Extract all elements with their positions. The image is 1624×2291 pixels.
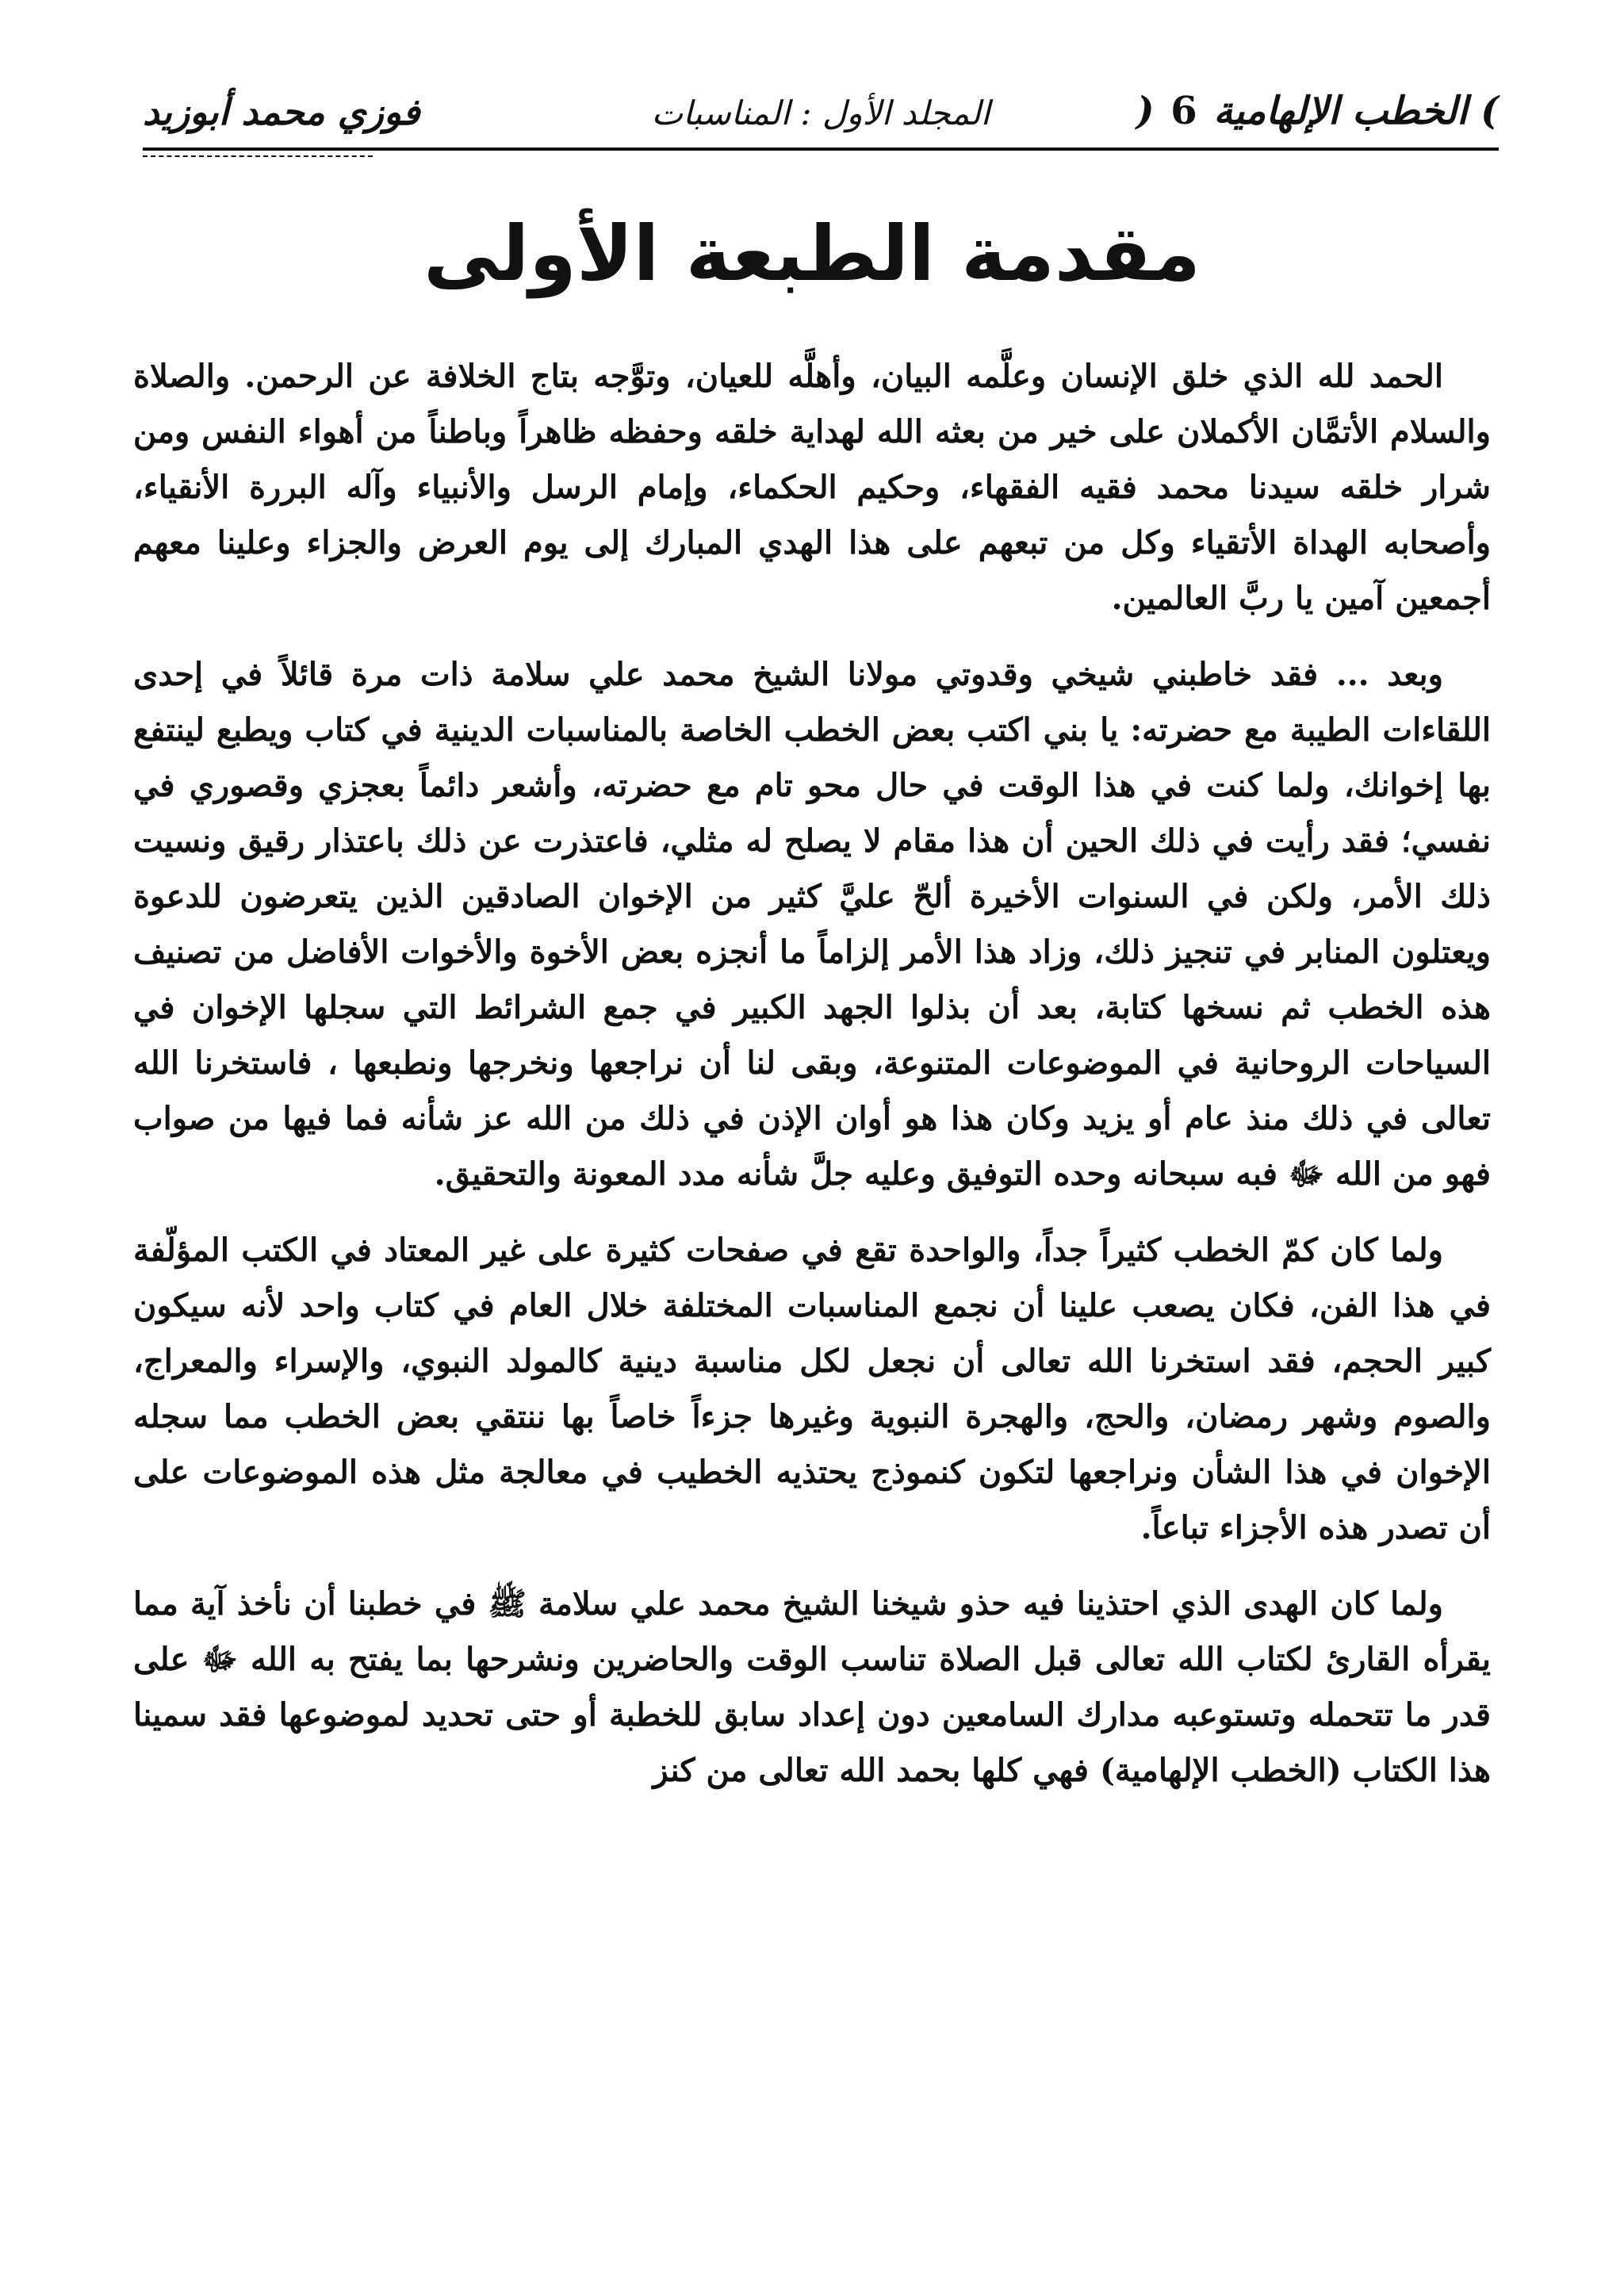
- running-header: [143, 89, 1499, 152]
- paragraph: وبعد ... فقد خاطبني شيخي وقدوتي مولانا الشيخ محمد علي سلامة ذات مرة قائلاً في إحدى اللقاءات الطيبة مع حضرته: يا بني اكتب بعض الخطب الخاصة بالمناسبات الدينية في كتاب ويطبع لينتفع بها إخوانك، ولما كنت في هذا الوقت في حال محو تام مع حضرته، وأشعر دائماً بعجزي وقصوري في نفسي؛ فقد رأيت في ذلك الحين أن هذا مقام لا يصلح له مثلي، فاعتذرت عن ذلك باعتذار رقيق ونسيت ذلك الأمر، ولكن في السنوات الأخيرة ألحّ عليَّ كثير من الإخوان الصادقين الذين يتعرضون للدعوة ويعتلون المنابر في تنجيز ذلك، وزاد هذا الأمر إلزاماً ما أنجزه بعض الأخوة والأخوات الأفاضل من تصنيف هذه الخطب ثم نسخها كتابة، بعد أن بذلوا الجهد الكبير في جمع الشرائط التي سجلها الإخوان في السياحات الروحانية في الموضوعات المتنوعة، وبقى لنا أن نراجعها ونخرجها ونطبعها ، فاستخرنا الله تعالى في ذلك منذ عام أو يزيد وكان هذا هو أوان الإذن في ذلك من الله عز شأنه فما فيها من صواب فهو من الله ﷻ فبه سبحانه وحده التوفيق وعليه جلَّ شأنه مدد المعونة والتحقيق.: [133, 656, 1491, 1193]
- header-rule: [143, 147, 1499, 151]
- page-title: مقدمة الطبعة الأولى: [423, 209, 1201, 298]
- author-name: فوزي محمد أبوزيد: [143, 90, 420, 133]
- volume-title: المجلد الأول : المناسبات: [651, 94, 990, 132]
- paragraph: الحمد لله الذي خلق الإنسان وعلَّمه البيان، وأهلَّه للعيان، وتوَّجه بتاج الخلافة عن الرحمن. والصلاة والسلام الأتمَّان الأكملان على خير من بعثه الله لهداية خلقه وحفظه ظاهراً وباطناً من أهواء النفس ومن شرار خلقه سيدنا محمد فقيه الفقهاء، وحكيم الحكماء، وإمام الرسل والأنبياء وآله البررة الأنقياء، وأصحابه الهداة الأتقياء وكل من تبعهم على هذا الهدي المبارك إلى يوم العرض والجزاء وعلينا معهم أجمعين آمين يا ربَّ العالمين.: [133, 358, 1491, 617]
- body-text: [133, 349, 1491, 1819]
- running-header-book: ) الخطب الإلهامية 6 (: [1136, 89, 1499, 133]
- paragraph: ولما كان الهدى الذي احتذينا فيه حذو شيخنا الشيخ محمد علي سلامة ﷺ في خطبنا أن نأخذ آية مما يقرأه القارئ لكتاب الله تعالى قبل الصلاة تناسب الوقت والحاضرين ونشرحها بما يفتح به الله ﷻ على قدر ما تتحمله وتستوعبه مدارك السامعين دون إعداد سابق للخطبة أو حتى تحديد لموضوعها فقد سمينا هذا الكتاب (الخطب الإلهامية) فهي كلها بحمد الله تعالى من كنز: [133, 1585, 1491, 1789]
- page-number: 6: [1170, 89, 1197, 133]
- paragraph: ولما كان كمّ الخطب كثيراً جداً، والواحدة تقع في صفحات كثيرة على غير المعتاد في الكتب المؤلّفة في هذا الفن، فكان يصعب علينا أن نجمع المناسبات المختلفة خلال العام في كتاب واحد لأنه سيكون كبير الحجم، فقد استخرنا الله تعالى أن نجعل لكل مناسبة دينية كالمولد النبوي، والإسراء والمعراج، والصوم وشهر رمضان، والحج، والهجرة النبوية وغيرها جزءاً خاصاً بها ننتقي بعض الخطب مما سجله الإخوان في هذا الشأن ونراجعها لتكون كنموذج يحتذيه الخطيب في معالجة مثل هذه الموضوعات على أن تصدر هذه الأجزاء تباعاً.: [133, 1232, 1491, 1546]
- author-underline: [143, 155, 373, 157]
- book-title: الخطب الإلهامية: [1213, 89, 1468, 133]
